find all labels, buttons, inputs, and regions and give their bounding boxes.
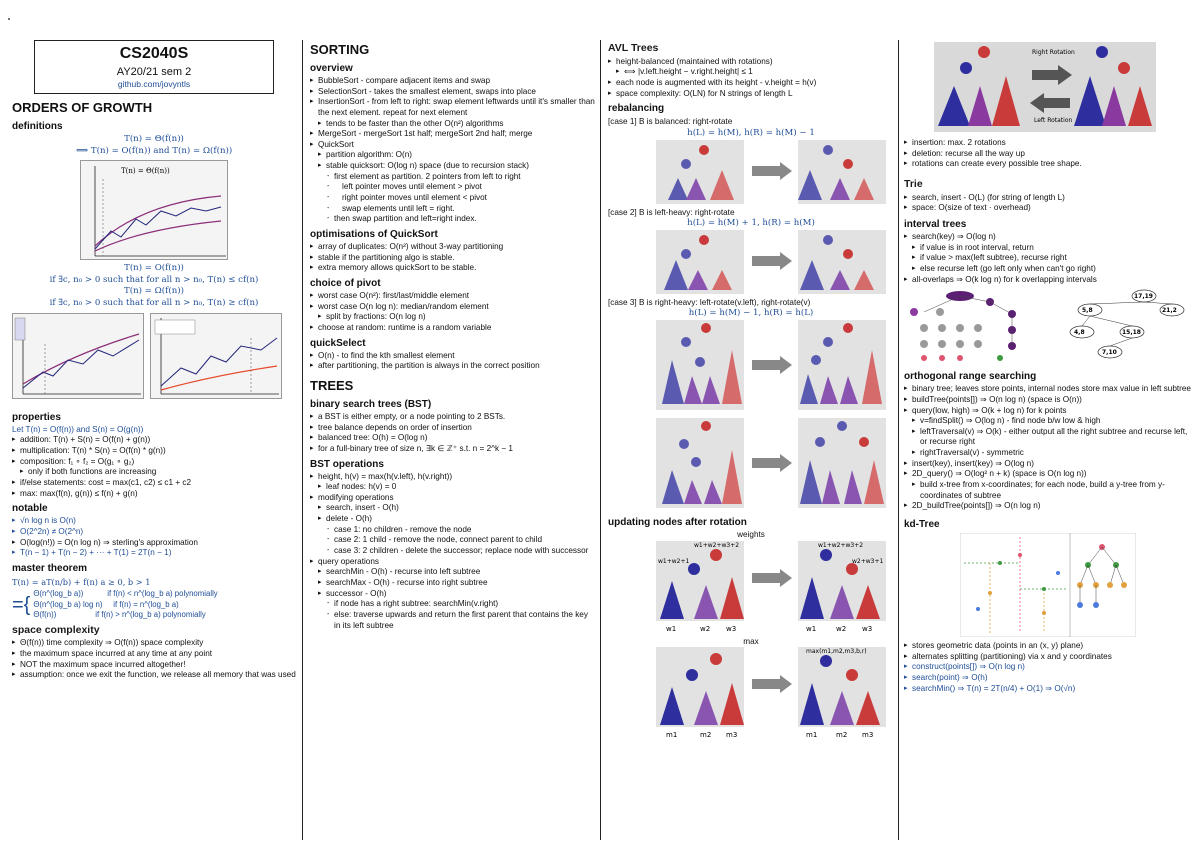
- list-item: ▸ search(point) ⇒ O(h): [904, 673, 1192, 684]
- subsection-heading: BST operations: [310, 458, 384, 470]
- ors-list: [904, 384, 1192, 512]
- leaf-label: w3: [726, 624, 737, 633]
- subsection-heading: updating nodes after rotation: [608, 517, 747, 529]
- list-item: ▸ ⟺ |v.left.height − v.right.height| ≤ 1: [608, 67, 894, 78]
- list-item: ▸ build x-tree from x-coordinates; for each node, build a y-tree from y-coordinates of subtree: [904, 480, 1192, 501]
- interval-node-label: 15,18: [1122, 329, 1141, 337]
- subsection-heading: interval trees: [904, 218, 967, 230]
- weights-diagram: [656, 541, 894, 633]
- list-item: ▸ searchMin() ⇒ T(n) = 2T(n/4) + O(1) ⇒ O(√n): [904, 684, 1192, 695]
- list-item: ▸ split by fractions: O(n log n): [310, 312, 596, 323]
- subsection-heading: properties: [12, 411, 61, 423]
- list-item: ▸ if value > max(left subtree), recurse right: [904, 253, 1192, 264]
- master-case: Θ(n^(log_b a) log n) if f(n) = n^(log_b a): [33, 599, 179, 609]
- subsection-heading: quickSelect: [310, 337, 366, 349]
- list-item: - if node has a right subtree: searchMin(v.right): [310, 599, 596, 610]
- list-item: ▸ deletion: recurse all the way up: [904, 149, 1192, 160]
- properties-intro: Let T(n) = O(f(n)) and S(n) = O(g(n)): [12, 424, 144, 434]
- math-line: h(L) = h(M), h(R) = h(M) − 1: [687, 127, 815, 138]
- leaf-label: w1: [666, 624, 677, 633]
- leaf-label: m1: [666, 731, 678, 740]
- bst-operations-list: [310, 472, 596, 632]
- list-item: ▸ after partitioning, the partition is always in the correct position: [310, 361, 596, 372]
- list-item: ▸ stable if the partitioning algo is stable.: [310, 253, 596, 264]
- list-item: ▸ searchMax - O(h) - recurse into right subtree: [310, 578, 596, 589]
- rotation-svg: [656, 320, 886, 510]
- list-item: ▸ query operations: [310, 557, 596, 568]
- section-heading: SORTING: [310, 42, 370, 57]
- kd-tree-diagram: [960, 533, 1192, 637]
- list-item: ▸ partition algorithm: O(n): [310, 150, 596, 161]
- master-case: Θ(n^(log_b a)) if f(n) < n^(log_b a) polynomially: [33, 589, 218, 599]
- case1-rotation-diagram: [656, 140, 894, 206]
- list-item: ▸ tree balance depends on order of insertion: [310, 423, 596, 434]
- left-rotation-label: Left Rotation: [1034, 117, 1073, 124]
- list-item: - else: traverse upwards and return the first parent that contains the key in its left subtree: [310, 610, 596, 631]
- list-item: ▸ BubbleSort - compare adjacent items and swap: [310, 76, 596, 87]
- list-item: ▸ tends to be faster than the other O(n²) algorithms: [310, 119, 596, 130]
- avl-list: [608, 57, 894, 100]
- list-item: ▸ O(2^2n) ≠ O(2^n): [12, 527, 296, 538]
- list-item: ▸ addition: T(n) + S(n) = O(f(n) + g(n)): [12, 435, 296, 446]
- list-item: ▸ for a full-binary tree of size n, ∃k ∈ ℤ⁺ s.t. n = 2^k − 1: [310, 444, 596, 455]
- list-item: ▸ insert(key), insert(key) ⇒ O(log n): [904, 459, 1192, 470]
- math-line: h(L) = h(M) + 1, h(R) = h(M): [687, 218, 815, 229]
- list-item: - right pointer moves until element < pivot: [310, 193, 596, 204]
- leaf-label: m2: [836, 731, 848, 740]
- quickselect-list: [310, 351, 596, 372]
- list-item: ▸ search, insert - O(h): [310, 503, 596, 514]
- list-item: ▸ searchMin - O(h) - recurse into left subtree: [310, 567, 596, 578]
- leaf-label: m2: [700, 731, 712, 740]
- list-item: ▸ T(n − 1) + T(n − 2) + ··· + T(1) = 2T(n − 1): [12, 548, 296, 559]
- omega-plot-image: [150, 313, 282, 399]
- leaf-label: m3: [862, 731, 874, 740]
- list-item: ▸ stores geometric data (points in an (x, y) plane): [904, 641, 1192, 652]
- rotation-overview-svg: [934, 40, 1156, 138]
- weights-label: weights: [737, 530, 765, 540]
- math-line: h(L) = h(M) − 1, h(R) = h(L): [688, 308, 814, 319]
- max-sum-label: max(m1,m2,m3,b,r): [806, 648, 867, 656]
- list-item: ▸ successor - O(h): [310, 589, 596, 600]
- leaf-label: m1: [806, 731, 818, 740]
- list-item: ▸ height, h(v) = max(h(v.left), h(v.right)): [310, 472, 596, 483]
- list-item: ▸ delete - O(h): [310, 514, 596, 525]
- interval-node-label: 4,8: [1074, 329, 1085, 337]
- case-label: [case 2] B is left-heavy: right-rotate: [608, 207, 735, 217]
- list-item: ▸ extra memory allows quickSort to be stable.: [310, 263, 596, 274]
- list-item: ▸ v=findSplit() ⇒ O(log n) - find node b/w low & high: [904, 416, 1192, 427]
- subsection-heading: notable: [12, 503, 48, 515]
- math-line: ⟺ T(n) = O(f(n)) and T(n) = Ω(f(n)): [75, 145, 233, 156]
- list-item: ▸ binary tree; leaves store points, internal nodes store max value in left subtree: [904, 384, 1192, 395]
- weight-sum-label: w1+w2+w3+2: [818, 541, 864, 549]
- list-item: - case 1: no children - remove the node: [310, 525, 596, 536]
- list-item: ▸ space complexity: O(LN) for N strings of length L: [608, 89, 894, 100]
- weights-svg: [656, 541, 886, 633]
- list-item: ▸ leftTraversal(v) ⇒ O(k) - either output all the right subtree and recurse left, or recurse right: [904, 427, 1192, 448]
- properties-list: [12, 435, 296, 499]
- interval-tree-svg: [904, 288, 1190, 366]
- list-item: ▸ O(n) - to find the kth smallest element: [310, 351, 596, 362]
- list-item: ▸ insertion: max. 2 rotations: [904, 138, 1192, 149]
- list-item: ▸ √n log n is O(n): [12, 516, 296, 527]
- list-item: ▸ QuickSort: [310, 140, 596, 151]
- subsection-heading: master theorem: [12, 562, 88, 574]
- column-divider: [600, 40, 601, 840]
- leaf-label: w2: [700, 624, 711, 633]
- column-2: [310, 40, 596, 845]
- list-item: ▸ MergeSort - mergeSort 1st half; mergeSort 2nd half; merge: [310, 129, 596, 140]
- subsection-heading: definitions: [12, 121, 63, 133]
- list-item: ▸ rotations can create every possible tree shape.: [904, 159, 1192, 170]
- space-list: [12, 638, 296, 681]
- rotation-svg: [656, 140, 886, 206]
- subsection-heading: binary search trees (BST): [310, 398, 432, 410]
- rotation-notes-list: [904, 138, 1192, 170]
- interval-node-label: 5,8: [1082, 307, 1093, 315]
- page-title: CS2040S: [119, 45, 189, 62]
- weight-sum-label: w1+w2+w3+2: [694, 541, 740, 549]
- max-label: max: [743, 636, 759, 646]
- title-box: [34, 40, 274, 94]
- rotation-svg: [656, 230, 886, 296]
- leaf-label: w3: [862, 624, 873, 633]
- list-item: ▸ composition: f₁ ∘ f₂ = O(g₁ ∘ g₂): [12, 457, 296, 468]
- list-item: ▸ Θ(f(n)) time complexity ⇒ O(f(n)) space complexity: [12, 638, 296, 649]
- subsection-heading: space complexity: [12, 623, 100, 636]
- leaf-label: m3: [726, 731, 738, 740]
- section-heading: ORDERS OF GROWTH: [12, 100, 153, 116]
- column-3: [608, 40, 894, 845]
- list-item: ▸ modifying operations: [310, 493, 596, 504]
- pivot-list: [310, 291, 596, 334]
- leaf-label: w2: [836, 624, 847, 633]
- list-item: ▸ assumption: once we exit the function, we release all memory that was used: [12, 670, 296, 681]
- list-item: ▸ balanced tree: O(h) = O(log n): [310, 433, 596, 444]
- list-item: ▸ 2D_buildTree(points[]) ⇒ O(n log n): [904, 501, 1192, 512]
- list-item: ▸ worst case O(n log n): median/random element: [310, 302, 596, 313]
- interval-node-label: 21,2: [1162, 307, 1177, 315]
- max-diagram: [656, 647, 894, 739]
- leaf-label: w1: [806, 624, 817, 633]
- subsection-heading: optimisations of QuickSort: [310, 229, 438, 241]
- interval-list: [904, 232, 1192, 285]
- math-line: T(n) = O(f(n)): [124, 263, 184, 274]
- list-item: - left pointer moves until element > pivot: [310, 182, 596, 193]
- case-label: [case 3] B is right-heavy: left-rotate(v.left), right-rotate(v): [608, 297, 811, 307]
- list-item: - case 2: 1 child - remove the node, connect parent to child: [310, 535, 596, 546]
- list-item: - case 3: 2 children - delete the successor; replace node with successor: [310, 546, 596, 557]
- list-item: ▸ search, insert - O(L) (for string of length L): [904, 193, 1192, 204]
- list-item: ▸ leaf nodes: h(v) = 0: [310, 482, 596, 493]
- master-case: Θ(f(n)) if f(n) > n^(log_b a) polynomially: [33, 609, 206, 619]
- subsection-heading: rebalancing: [608, 103, 665, 115]
- math-line: if ∃c, n₀ > 0 such that for all n > n₀, T(n) ≤ cf(n): [49, 274, 259, 285]
- list-item: ▸ 2D_query() ⇒ O(log² n + k) (space is O(n log n)): [904, 469, 1192, 480]
- column-divider: [898, 40, 899, 840]
- interval-node-label: 7,10: [1102, 349, 1117, 357]
- big-o-plot-image: [12, 313, 144, 399]
- interval-tree-diagram: [904, 288, 1192, 366]
- optimisation-list: [310, 242, 596, 274]
- list-item: - swap elements until left = right.: [310, 204, 596, 215]
- list-item: ▸ array of duplicates: O(n²) without 3-way partitioning: [310, 242, 596, 253]
- list-item: ▸ max: max(f(n), g(n)) ≤ f(n) + g(n): [12, 489, 296, 500]
- list-item: ▸ query(low, high) ⇒ O(k + log n) for k points: [904, 406, 1192, 417]
- list-item: ▸ else recurse left (go left only when can't go right): [904, 264, 1192, 275]
- list-item: ▸ buildTree(points[]) ⇒ O(n log n) (space is O(n)): [904, 395, 1192, 406]
- list-item: ▸ space: O(size of text · overhead): [904, 203, 1192, 214]
- subsection-heading: AVL Trees: [608, 42, 659, 54]
- kd-tree-svg: [960, 533, 1136, 637]
- list-item: ▸ stable quicksort: O(log n) space (due to recursion stack): [310, 161, 596, 172]
- plot-label: T(n) = Θ(f(n)): [121, 167, 170, 176]
- list-item: ▸ search(key) ⇒ O(log n): [904, 232, 1192, 243]
- kd-list: [904, 641, 1192, 694]
- list-item: ▸ a BST is either empty, or a node pointing to 2 BSTs.: [310, 412, 596, 423]
- list-item: - first element as partition. 2 pointers from left to right: [310, 172, 596, 183]
- list-item: ▸ NOT the maximum space incurred altogether!: [12, 660, 296, 671]
- section-heading: TREES: [310, 377, 354, 393]
- trie-list: [904, 193, 1192, 214]
- math-line: T(n) = Θ(f(n)): [124, 134, 184, 145]
- weight-left-label: w1+w2+1: [658, 557, 690, 565]
- master-cases: [33, 589, 217, 619]
- max-svg: [656, 647, 886, 739]
- math-line: if ∃c, n₀ > 0 such that for all n > n₀, T(n) ≥ cf(n): [49, 298, 259, 308]
- list-item: ▸ rightTraversal(v) - symmetric: [904, 448, 1192, 459]
- column-1: CS2040S AY20/21 sem 2 github.com/jovyntls ORDERS OF GROWTH definitions T(n) = Θ(f(n)) ⟺ T(n) = O(f(n)) and T(n) = Ω(f(n)) T(n) = Θ(f(n)) T(n) = O(f(n)) if ∃c, n₀ > 0 such that for all n > n₀, T(n) ≤ cf(n) T(n) = Ω(f(n)) if ∃c, n₀ > 0 such that for all n > n₀, T(n) ≥ cf(n) properties Let T(n) = O(f(n)) and S(n) = O(g(n)) ▸ addition: T(n) + S(n) = O(f(n) + g(n)) ▸ multiplication: T(n) * S(n) = O(f(n) * g(n)) ▸ composition: f₁ ∘ f₂ = O(g₁ ∘ g₂) ▸ only if both functions are increasing ▸ if/else statements: cost = max(c1, c2) ≤ c1 + c2 ▸ max: max(f(n), g(n)) ≤ f(n) + g(n) notable ▸ √n log n is O(n) ▸ O(2^2n) ≠ O(2^n) ▸ O(log(n!)) = O(n log n) ⇒ sterling's approximation ▸ T(n − 1) + T(n − 2) + ··· + T(1) = 2T(n − 1) master theorem T(n) = aT(n/b) + f(n) a ≥ 0, b > 1 ={ Θ(n^(log_b a)) if f(n) < n^(log_b a) polynomially Θ(n^(log_b a) log n) if f(n) = n^(log_b a) Θ(f(n)) if f(n) > n^(log_b a) polynomially space complexity ▸ Θ(f(n)) time complexity ⇒ O(f(n)) space complexity ▸ the maximum space incurred at any time at any point ▸ NOT the maximum space incurred altogether! ▸ assumption: once we exit the function, we release all memory that was used: [12, 40, 296, 845]
- list-item: ▸ multiplication: T(n) * S(n) = O(f(n) * g(n)): [12, 446, 296, 457]
- subsection-heading: orthogonal range searching: [904, 371, 1037, 383]
- list-item: ▸ if value is in root interval, return: [904, 243, 1192, 254]
- subsection-heading: choice of pivot: [310, 278, 381, 290]
- list-item: ▸ worst case O(n²): first/last/middle element: [310, 291, 596, 302]
- case2-rotation-diagram: [656, 230, 894, 296]
- master-equation: T(n) = aT(n/b) + f(n) a ≥ 0, b > 1: [12, 576, 151, 587]
- right-rotation-label: Right Rotation: [1032, 49, 1075, 56]
- bst-list: [310, 412, 596, 455]
- list-item: ▸ SelectionSort - takes the smallest element, swaps into place: [310, 87, 596, 98]
- case-label: [case 1] B is balanced: right-rotate: [608, 117, 733, 127]
- subsection-heading: Trie: [904, 177, 923, 190]
- interval-node-label: 17,19: [1134, 293, 1153, 301]
- case3-rotation-diagram: [656, 320, 894, 510]
- list-item: ▸ choose at random: runtime is a random variable: [310, 323, 596, 334]
- list-item: ▸ InsertionSort - from left to right: swap element leftwards until it's smaller than the next element. repeat for next element: [310, 97, 596, 118]
- list-item: ▸ each node is augmented with its height - v.height = h(v): [608, 78, 894, 89]
- column-4: [904, 40, 1192, 845]
- overview-list: [310, 76, 596, 225]
- subsection-heading: kd-Tree: [904, 519, 940, 531]
- list-item: ▸ the maximum space incurred at any time at any point: [12, 649, 296, 660]
- notable-list: [12, 516, 296, 559]
- list-item: ▸ O(log(n!)) = O(n log n) ⇒ sterling's approximation: [12, 538, 296, 549]
- rotation-overview-diagram: [934, 40, 1192, 138]
- list-item: ▸ only if both functions are increasing: [12, 467, 296, 478]
- corner-dot: [8, 18, 10, 20]
- theta-plot-image: [80, 160, 228, 260]
- subsection-heading: overview: [310, 62, 353, 74]
- page-subtitle: AY20/21 sem 2: [116, 65, 192, 78]
- list-item: ▸ if/else statements: cost = max(c1, c2) ≤ c1 + c2: [12, 478, 296, 489]
- column-divider: [302, 40, 303, 840]
- math-line: T(n) = Ω(f(n)): [124, 286, 184, 297]
- list-item: ▸ alternates splitting (partitioning) via x and y coordinates: [904, 652, 1192, 663]
- list-item: - then swap partition and left=right index.: [310, 214, 596, 225]
- list-item: ▸ all-overlaps ⇒ O(k log n) for k overlapping intervals: [904, 275, 1192, 286]
- github-link[interactable]: github.com/jovyntls: [117, 79, 191, 90]
- list-item: ▸ height-balanced (maintained with rotations): [608, 57, 894, 68]
- list-item: ▸ construct(points[]) ⇒ O(n log n): [904, 662, 1192, 673]
- weight-right-label: w2+w3+1: [852, 557, 884, 565]
